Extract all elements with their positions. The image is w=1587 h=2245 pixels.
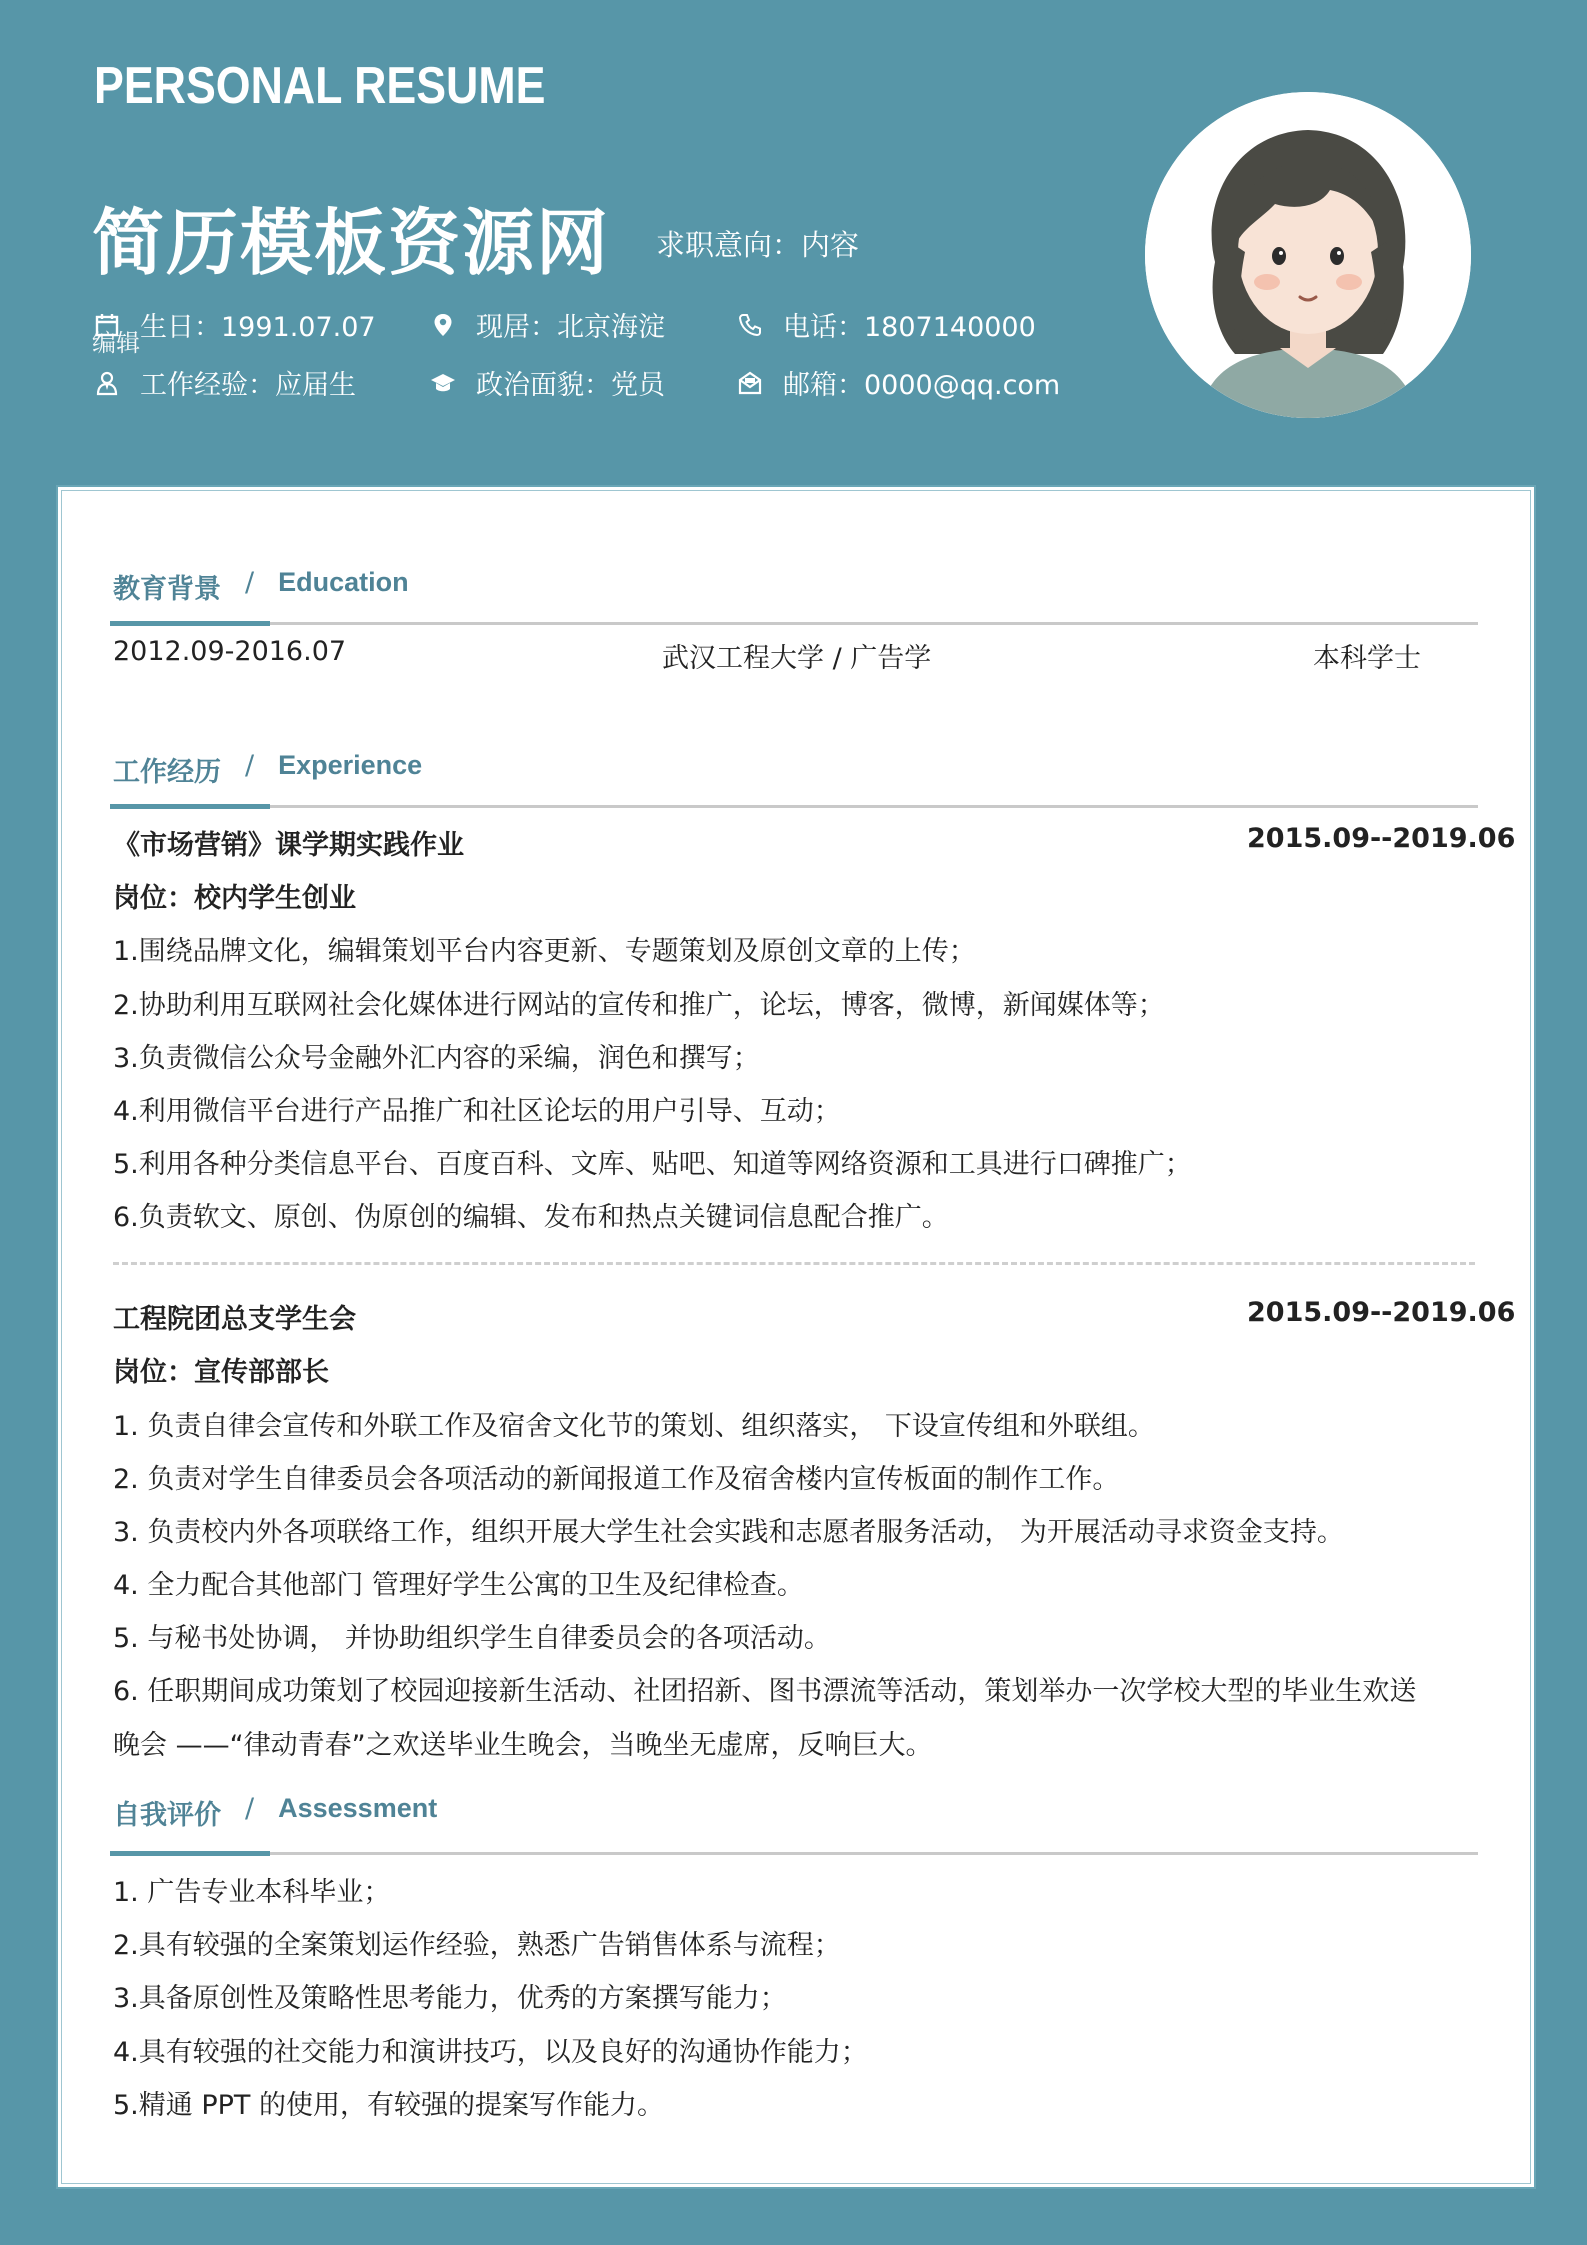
edit-label[interactable]: 编辑	[92, 329, 140, 357]
residence-text: 现居：北京海淀	[476, 312, 665, 343]
avatar-illustration	[1145, 92, 1471, 418]
job-2-item: 3. 负责校内外各项联络工作，组织开展大学生社会实践和志愿者服务活动， 为开展活动寻求资金支持。	[113, 1517, 1344, 1548]
resume-heading: PERSONAL RESUME	[94, 57, 546, 115]
education-title-cn: 教育背景	[113, 574, 221, 605]
job-2-position: 岗位：宣传部部长	[113, 1357, 329, 1388]
job-2-title: 工程院团总支学生会	[113, 1304, 356, 1335]
job-2-item: 1. 负责自律会宣传和外联工作及宿舍文化节的策划、组织落实， 下设宣传组和外联组。	[113, 1411, 1155, 1442]
assessment-divider-accent	[110, 1851, 270, 1856]
job-1-item: 6.负责软文、原创、伪原创的编辑、发布和热点关键词信息配合推广。	[113, 1202, 949, 1233]
user-icon	[94, 370, 120, 396]
education-divider-accent	[110, 621, 270, 626]
assessment-item: 4.具有较强的社交能力和演讲技巧，以及良好的沟通协作能力；	[113, 2037, 868, 2068]
experience-section-title	[113, 750, 422, 789]
assessment-section-title	[113, 1793, 437, 1832]
experience-text: 工作经验：应届生	[140, 370, 356, 401]
political-text: 政治面貌：党员	[476, 370, 665, 401]
mail-icon	[737, 370, 763, 396]
phone-icon	[737, 312, 763, 338]
info-experience	[94, 363, 356, 402]
job-1-period: 2015.09--2019.06	[1247, 823, 1516, 854]
job-1-position: 岗位：校内学生创业	[113, 883, 356, 914]
job-intent: 求职意向：内容	[656, 228, 860, 262]
job-separator	[113, 1262, 1475, 1265]
candidate-name: 简历模板资源网	[92, 201, 611, 285]
birth-text: 生日：1991.07.07	[140, 312, 376, 343]
assessment-title-cn: 自我评价	[113, 1800, 221, 1831]
info-phone	[737, 305, 1036, 344]
experience-divider	[110, 805, 1478, 808]
info-residence	[430, 305, 665, 344]
job-1-item: 5.利用各种分类信息平台、百度百科、文库、贴吧、知道等网络资源和工具进行口碑推广；	[113, 1149, 1192, 1180]
experience-title-en: Experience	[278, 750, 423, 780]
job-1-title: 《市场营销》课学期实践作业	[113, 830, 464, 861]
job-2-item: 5. 与秘书处协调， 并协助组织学生自律委员会的各项活动。	[113, 1623, 831, 1654]
phone-text: 电话：1807140000	[783, 312, 1036, 343]
assessment-title-slash: /	[245, 1793, 255, 1824]
job-2-item: 2. 负责对学生自律委员会各项活动的新闻报道工作及宿舍楼内宣传板面的制作工作。	[113, 1464, 1120, 1495]
education-period: 2012.09-2016.07	[113, 636, 347, 667]
email-text: 邮箱：0000@qq.com	[783, 370, 1061, 401]
education-title-en: Education	[278, 567, 409, 597]
job-2-period: 2015.09--2019.06	[1247, 1297, 1516, 1328]
job-1-item: 1.围绕品牌文化，编辑策划平台内容更新、专题策划及原创文章的上传；	[113, 936, 976, 967]
info-email	[737, 363, 1060, 402]
job-1-item: 3.负责微信公众号金融外汇内容的采编，润色和撰写；	[113, 1043, 760, 1074]
experience-title-slash: /	[245, 750, 255, 781]
info-political	[430, 363, 665, 402]
education-degree: 本科学士	[1313, 643, 1421, 674]
job-2-item: 晚会 ——“律动青春”之欢送毕业生晚会，当晚坐无虚席，反响巨大。	[113, 1730, 933, 1761]
avatar	[1145, 92, 1471, 418]
education-divider	[110, 622, 1478, 625]
experience-divider-accent	[110, 804, 270, 809]
education-title-slash: /	[245, 567, 255, 598]
job-2-item: 6. 任职期间成功策划了校园迎接新生活动、社团招新、图书漂流等活动，策划举办一次学校大型的毕业生欢送	[113, 1676, 1417, 1707]
job-1-item: 4.利用微信平台进行产品推广和社区论坛的用户引导、互动；	[113, 1096, 841, 1127]
assessment-divider	[110, 1852, 1478, 1855]
assessment-item: 2.具有较强的全案策划运作经验，熟悉广告销售体系与流程；	[113, 1930, 841, 1961]
job-1-item: 2.协助利用互联网社会化媒体进行网站的宣传和推广，论坛，博客，微博，新闻媒体等；	[113, 990, 1165, 1021]
graduation-cap-icon	[430, 370, 456, 396]
assessment-item: 1. 广告专业本科毕业；	[113, 1877, 391, 1908]
location-pin-icon	[430, 312, 456, 338]
job-2-item: 4. 全力配合其他部门 管理好学生公寓的卫生及纪律检查。	[113, 1570, 804, 1601]
education-school: 武汉工程大学 / 广告学	[662, 643, 932, 674]
experience-title-cn: 工作经历	[113, 757, 221, 788]
assessment-title-en: Assessment	[278, 1793, 438, 1823]
assessment-item: 5.精通 PPT 的使用，有较强的提案写作能力。	[113, 2090, 664, 2121]
education-section-title	[113, 567, 409, 606]
assessment-item: 3.具备原创性及策略性思考能力，优秀的方案撰写能力；	[113, 1983, 787, 2014]
